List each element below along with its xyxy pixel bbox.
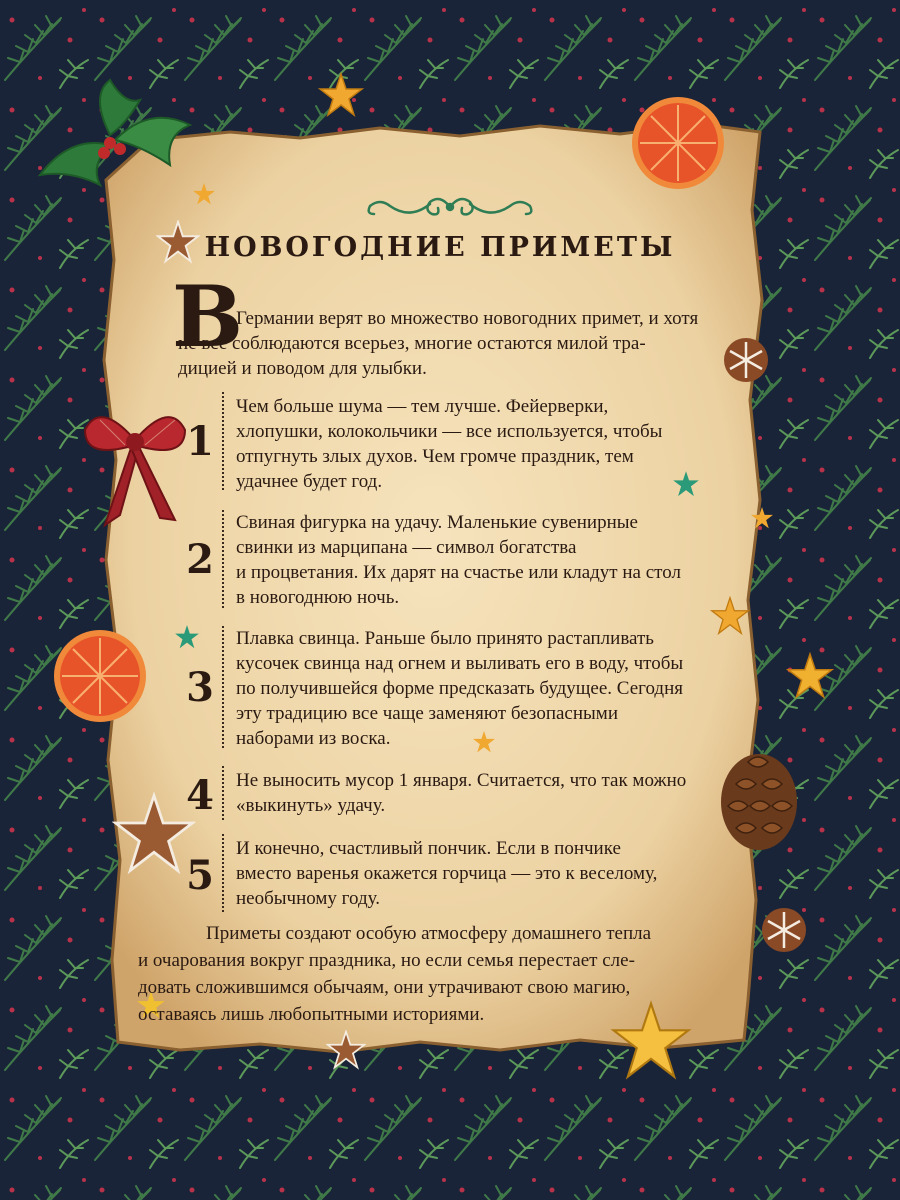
item-line: наборами из воска. (236, 728, 391, 749)
item-line: «выкинуть» удачу. (236, 795, 386, 816)
gingerbread-star-icon (326, 1030, 366, 1070)
intro-line: не все соблюдаются всерьез, многие остаются милой тра- (178, 333, 646, 354)
conclusion-line: и очарования вокруг праздника, но если семья перестает сле- (138, 950, 635, 971)
star-icon (192, 182, 216, 206)
item-line: и процветания. Их дарят на счастье или кладут на стол (236, 562, 681, 583)
item-line: Свиная фигурка на удачу. Маленькие сувенирные (236, 512, 638, 533)
drop-cap: В (172, 267, 243, 366)
item-line: И конечно, счастливый пончик. Если в пончике (236, 838, 621, 859)
conclusion-line: довать сложившимся обычаям, они утрачивают свою магию, (138, 977, 631, 998)
snowflake-cookie-icon (758, 904, 810, 956)
item-line: в новогоднюю ночь. (236, 587, 400, 608)
ornament-icon (360, 190, 540, 224)
item-text (236, 394, 736, 494)
orange-slice-icon (630, 95, 726, 191)
item-divider (222, 510, 224, 608)
intro-line: Германии верят во множество новогодних примет, и хотя (236, 308, 699, 329)
item-line: по получившейся форме предсказать будущее. Сегодня (236, 678, 683, 699)
star-icon (174, 624, 200, 650)
item-number: 4 (186, 772, 214, 819)
item-line: Чем больше шума — тем лучше. Фейерверки, (236, 396, 609, 417)
item-line: отпугнуть злых духов. Чем громче праздник, тем (236, 446, 634, 467)
item-divider (222, 834, 224, 912)
item-text (236, 836, 736, 911)
star-icon (750, 506, 774, 530)
star-icon (786, 652, 834, 700)
item-text (236, 626, 736, 751)
orange-slice-icon (52, 628, 148, 724)
intro-paragraph (178, 306, 716, 381)
item-line: кусочек свинца над огнем и выливать его в воду, чтобы (236, 653, 684, 674)
item-divider (222, 392, 224, 490)
item-text (236, 768, 736, 818)
snowflake-cookie-icon (720, 334, 772, 386)
item-line: удачнее будет год. (236, 471, 383, 492)
intro-line: дицией и поводом для улыбки. (178, 358, 427, 379)
plaid-bow-icon (80, 400, 190, 528)
item-number: 1 (186, 418, 214, 465)
conclusion-line: Приметы создают особую атмосферу домашнего тепла (206, 923, 652, 944)
item-line: вместо варенья окажется горчица — это к веселому, (236, 863, 658, 884)
item-line: хлопушки, колокольчики — все используется, чтобы (236, 421, 663, 442)
conclusion-paragraph (138, 920, 718, 1028)
item-text (236, 510, 736, 610)
item-line: свинки из марципана — символ богатства (236, 537, 577, 558)
star-icon (318, 72, 364, 118)
conclusion-line: оставаясь лишь любопытными историями. (138, 1004, 485, 1025)
page-title: НОВОГОДНИЕ ПРИМЕТЫ (204, 232, 676, 263)
item-line: Плавка свинца. Раньше было принято растапливать (236, 628, 654, 649)
holly-icon (30, 75, 195, 205)
item-line: Не выносить мусор 1 января. Считается, что так можно (236, 770, 687, 791)
item-number: 5 (186, 852, 214, 899)
item-divider (222, 766, 224, 820)
item-divider (222, 626, 224, 748)
item-line: необычному году. (236, 888, 380, 909)
item-number: 3 (186, 664, 214, 711)
item-line: эту традицию все чаще заменяют безопасными (236, 703, 618, 724)
item-number: 2 (186, 536, 214, 583)
